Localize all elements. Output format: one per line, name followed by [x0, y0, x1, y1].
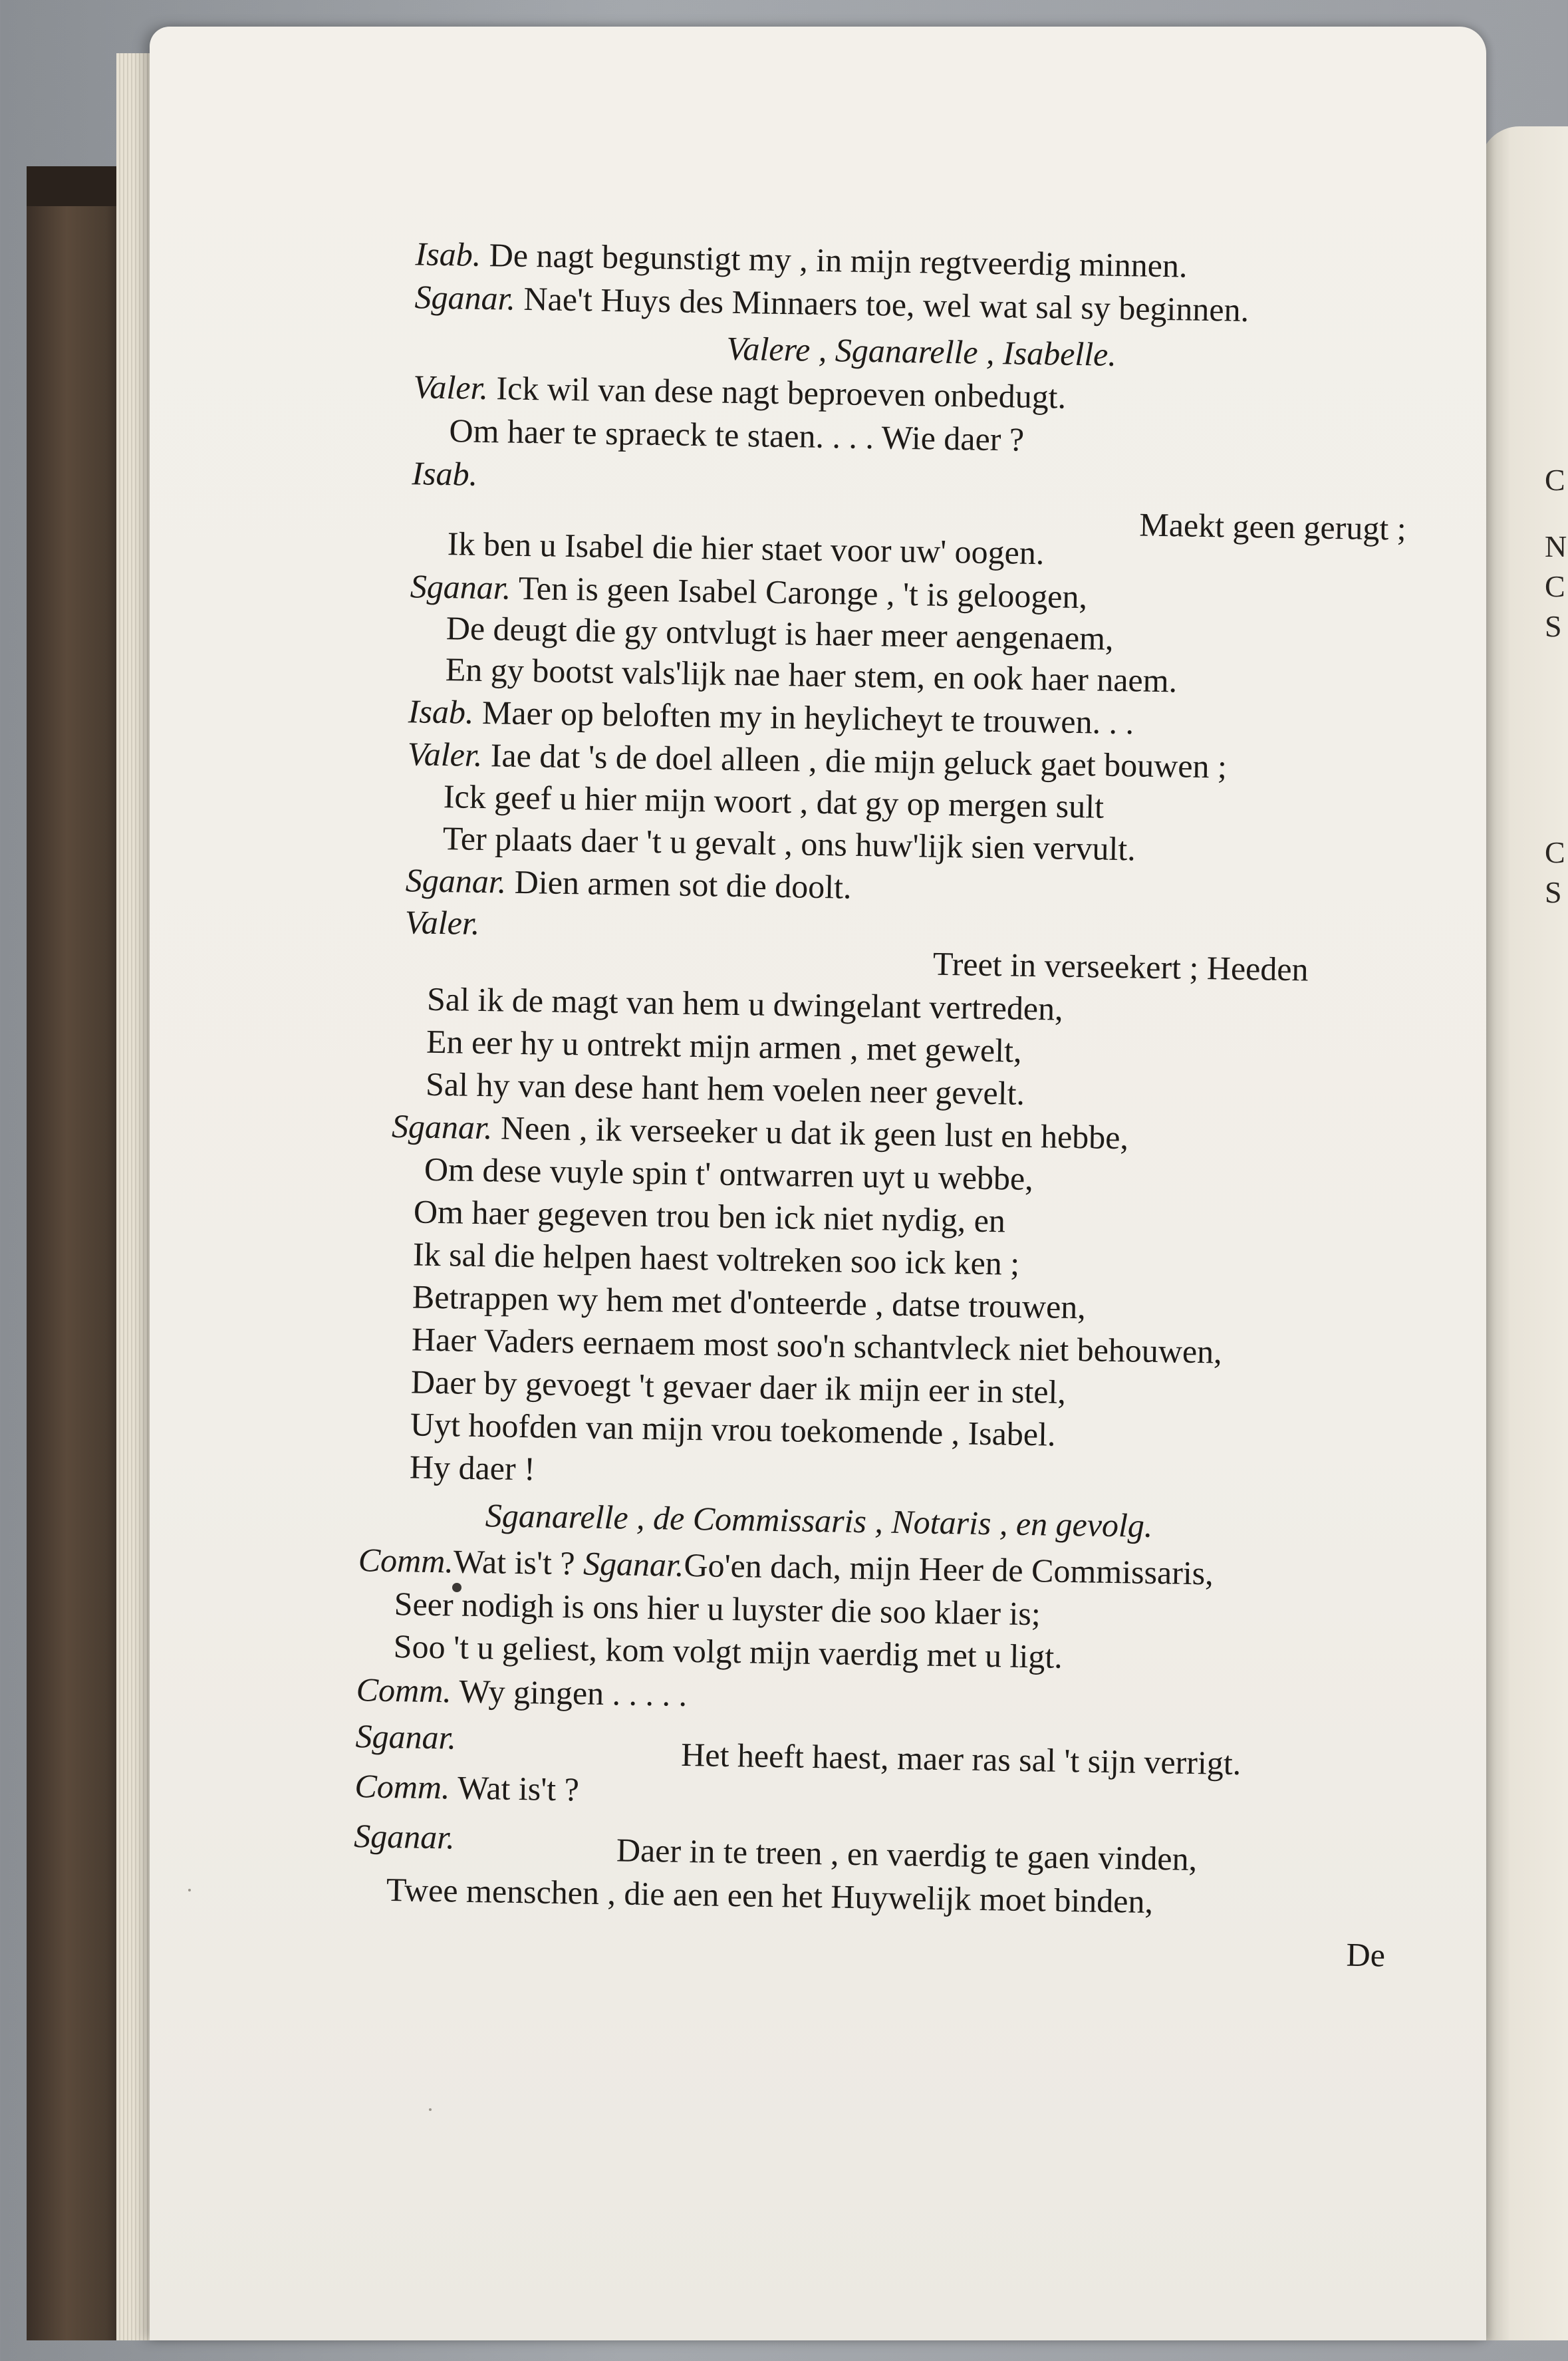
text-line: Om dese vuyle spin t' ontwarren uyt u webbe,	[424, 1150, 1034, 1198]
text-line: Twee menschen , die aen een het Huywelijk moet binden,	[386, 1870, 1154, 1921]
book-page	[150, 27, 1486, 2340]
line-text: Wy gingen . . . . .	[458, 1672, 688, 1714]
text-line	[405, 863, 851, 904]
text-line	[413, 368, 1067, 416]
text-line	[408, 692, 1134, 742]
text-line: Ik sal die helpen haest voltreken soo ick ken ;	[412, 1235, 1020, 1282]
line-text: Go'en dach, mijn Heer de Commissaris,	[684, 1546, 1214, 1592]
catchword: De	[1346, 1935, 1386, 1974]
text-line: De deugt die gy ontvlugt is haer meer aengenaem,	[446, 609, 1114, 657]
line-text: Maer op beloften my in heylicheyt te trouwen. . .	[481, 693, 1134, 742]
speaker-name: Sganar.	[353, 1817, 456, 1856]
stage-direction: Valere , Sganarelle , Isabelle.	[726, 329, 1117, 373]
text-line: Hy daer !	[409, 1448, 536, 1488]
facing-page-fragment: N	[1545, 529, 1567, 563]
text-line: Soo 't u geliest, kom volgt mijn vaerdig met u ligt.	[393, 1627, 1063, 1675]
speaker-name: Sganar.	[583, 1544, 684, 1584]
text-line: Sal ik de magt van hem u dwingelant vertreden,	[426, 980, 1064, 1028]
text-line	[415, 235, 1188, 285]
line-text: Dien armen sot die doolt.	[514, 863, 852, 906]
speaker-name: Sganar.	[355, 1717, 457, 1756]
text-line: En eer hy u ontrekt mijn armen , met gewelt,	[426, 1022, 1022, 1069]
speaker-name: Isab.	[408, 692, 474, 731]
speaker-name: Sganar.	[414, 278, 516, 317]
text-line: Daer in te treen , en vaerdig te gaen vinden,	[616, 1831, 1198, 1878]
speaker-name: Comm.	[354, 1767, 450, 1806]
speaker-name: Sganar.	[391, 1107, 493, 1147]
book-cover	[27, 166, 126, 2340]
text-line	[410, 567, 1088, 616]
facing-page	[1480, 126, 1568, 2340]
speaker-name: Sganar.	[405, 861, 507, 901]
line-text: De nagt begunstigt my , in mijn regtveerdig minnen.	[489, 236, 1188, 285]
text-line: Ter plaats daer 't u gevalt , ons huw'lijk sien vervult.	[442, 819, 1136, 868]
facing-page-fragment: S	[1545, 875, 1562, 909]
facing-page-fragment: C	[1545, 569, 1565, 603]
speaker-name: Sganar.	[410, 567, 511, 607]
text-line: Het heeft haest, maer ras sal 't sijn verrigt.	[680, 1735, 1241, 1782]
text-line	[356, 1671, 688, 1714]
line-text: Nae't Huys des Minnaers toe, wel wat sal sy beginnen.	[523, 279, 1249, 329]
facing-page-fragment: C	[1545, 463, 1565, 497]
text-line: Ik ben u Isabel die hier staet voor uw' oogen.	[447, 525, 1045, 572]
text-line: Sal hy van dese hant hem voelen neer gevelt.	[425, 1065, 1025, 1112]
speaker-name: Isab.	[415, 235, 481, 273]
text-line: Uyt hoofden van mijn vrou toekomende , Isabel.	[410, 1405, 1056, 1453]
text-line: Om haer gegeven trou ben ick niet nydig, en	[413, 1192, 1006, 1240]
text-line: Seer nodigh is ons hier u luyster die soo klaer is;	[394, 1585, 1041, 1633]
line-text: Wat is't ?	[453, 1542, 576, 1582]
text-line: Haer Vaders eernaem most soo'n schantvleck niet behouwen,	[411, 1320, 1223, 1371]
text-line: Maekt geen gerugt ;	[1138, 505, 1407, 547]
line-text: Iae dat 's de doel alleen , die mijn geluck gaet bouwen ;	[490, 736, 1228, 785]
text-line: Om haer te spraeck te staen. . . . Wie daer ?	[449, 412, 1025, 458]
facing-page-fragment: S	[1545, 609, 1562, 643]
text-line	[354, 1769, 579, 1806]
line-text: Ten is geen Isabel Caronge , 't is geloogen,	[518, 569, 1088, 616]
text-line: En gy bootst vals'lijk nae haer stem, en ook haer naem.	[445, 650, 1178, 700]
text-line	[407, 737, 1227, 783]
text-line: Betrappen wy hem met d'onteerde , datse trouwen,	[412, 1278, 1087, 1326]
line-text: Wat is't ?	[457, 1768, 580, 1808]
speaker-name: Valer.	[413, 368, 489, 407]
line-text: Ick wil van dese nagt beproeven onbedugt.	[496, 369, 1067, 416]
text-line: Treet in verseekert ; Heeden	[932, 944, 1309, 988]
text-line	[358, 1543, 1214, 1590]
text-line: Daer by gevoegt 't gevaer daer ik mijn eer in stel,	[410, 1363, 1067, 1411]
speaker-name: Comm.	[358, 1541, 454, 1580]
book-cover-band	[27, 166, 126, 206]
speaker-name: Comm.	[356, 1671, 452, 1710]
text-line	[391, 1107, 1129, 1157]
speaker-name: Valer.	[407, 735, 483, 773]
play-text	[113, 27, 1486, 2361]
facing-page-fragment: C	[1545, 835, 1565, 869]
text-line	[414, 280, 1249, 327]
speaker-name: Valer.	[404, 903, 480, 942]
text-line: Ick geef u hier mijn woort , dat gy op mergen sult	[443, 777, 1105, 825]
line-text: Neen , ik verseeker u dat ik geen lust en hebbe,	[500, 1109, 1129, 1157]
stage-direction: Sganarelle , de Commissaris , Notaris , en gevolg.	[485, 1496, 1153, 1544]
speaker-name: Isab.	[412, 454, 478, 493]
